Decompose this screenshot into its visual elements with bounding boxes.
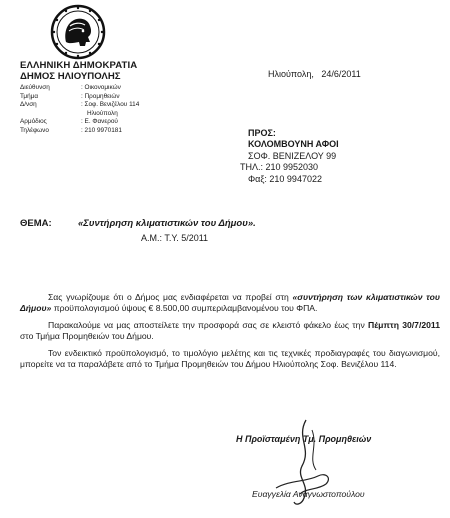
body-text: στο Τμήμα Προμηθειών του Δήμου. <box>20 331 154 342</box>
recipient-block <box>240 128 339 185</box>
info-label: Τηλέφωνο <box>20 126 49 134</box>
info-label: Διεύθυνση <box>20 84 50 91</box>
info-row <box>20 93 139 102</box>
info-label: Τμήμα <box>20 92 39 100</box>
date-line: Ηλιούπολη, 24/6/2011 <box>268 69 361 79</box>
municipality-emblem-icon <box>50 4 106 60</box>
deadline-date: Πέμπτη 30/7/2011 <box>367 319 440 330</box>
country-title: ΕΛΛΗΝΙΚΗ ΔΗΜΟΚΡΑΤΙΑ <box>20 60 138 71</box>
info-row <box>20 127 139 136</box>
body-text: Παρακαλούμε να μας αποστείλετε την προσφορά σας σε κλειστό φάκελο έως την <box>48 319 368 330</box>
body-emphasis: «συντήρηση των κλιματιστικών του Δήμου» <box>20 292 440 314</box>
info-value: : 210 9970181 <box>81 126 122 134</box>
info-value: : Σοφ. Βενιζέλου 114 <box>81 101 140 109</box>
recipient-phone: ΤΗΛ.: 210 9952030 <box>240 162 319 173</box>
recipient-name: ΚΟΛΟΜΒΟΥΝΗ ΑΦΟΙ <box>248 139 339 150</box>
signature-title: Η Προϊσταμένη Τμ. Προμηθειών <box>236 434 372 444</box>
letter-body <box>20 292 440 375</box>
sender-info-block <box>20 84 139 136</box>
info-value: : Ε. Φανερού <box>81 118 118 126</box>
info-value: : Οικονομικών <box>81 84 121 91</box>
recipient-address: ΣΟΦ. ΒΕΝΙΖΕΛΟΥ 99 <box>248 150 337 161</box>
recipient-to-label: ΠΡΟΣ: <box>248 128 276 138</box>
subject-reference: Α.Μ.: Τ.Υ. 5/2011 <box>141 233 209 243</box>
subject-text: «Συντήρηση κλιματιστικών του Δήμου». <box>78 218 256 229</box>
info-row <box>20 118 139 127</box>
body-paragraph: Τον ενδεικτικό προϋπολογισμό, το τιμολόγιο μελέτης και τις τεχνικές προδιαγραφές του διαγωνισμού, μπορείτε να τα παραλάβετε από το Τμήμα Προμηθειών του Δήμου Ηλιούπολης Σοφ. Βενιζέλου 114. <box>20 347 440 370</box>
body-text: Σας γνωρίζουμε ότι ο Δήμος μας ενδιαφέρεται να προβεί στη <box>48 292 293 302</box>
info-row <box>20 101 139 110</box>
body-text: προϋπολογισμού ύψους € 8.500,00 συμπεριλαμβανομένου του ΦΠΑ. <box>51 303 318 314</box>
body-paragraph <box>20 320 440 343</box>
info-value: Ηλιούπολη <box>87 109 118 117</box>
signature-name: Ευαγγελία Αναγνωστοπούλου <box>252 489 365 499</box>
recipient-fax: Φαξ: 210 9947022 <box>248 173 322 184</box>
info-label: Αρμόδιος <box>20 118 47 126</box>
subject-label: ΘΕΜΑ: <box>20 218 52 229</box>
body-paragraph <box>20 292 440 315</box>
municipality-title: ΔΗΜΟΣ ΗΛΙΟΥΠΟΛΗΣ <box>20 71 121 82</box>
info-value: : Προμηθειών <box>81 92 120 100</box>
info-row <box>20 84 139 93</box>
info-label: Δ/νση <box>20 101 37 109</box>
